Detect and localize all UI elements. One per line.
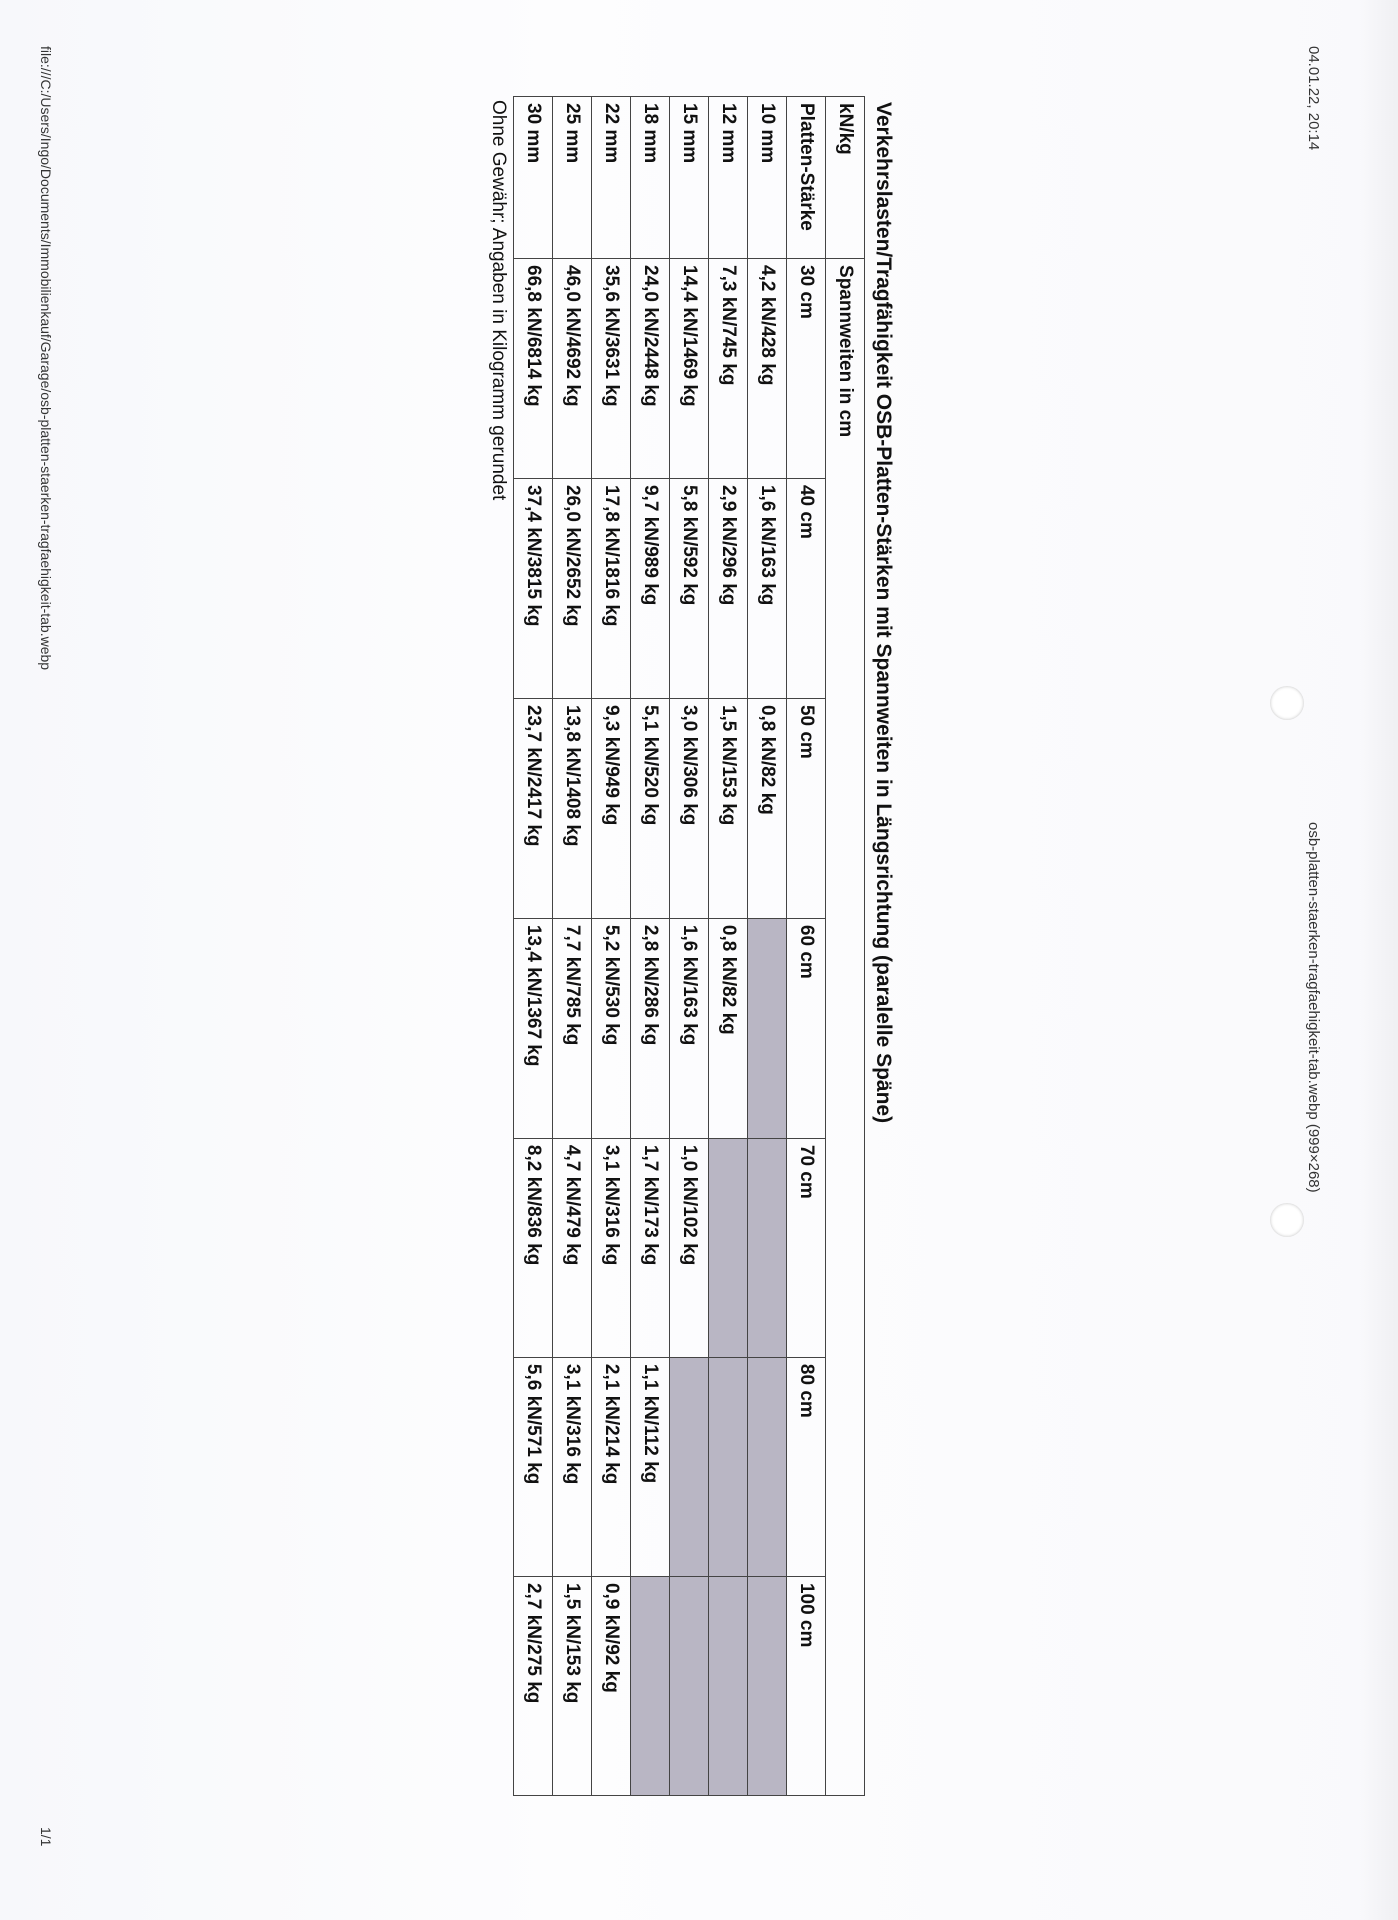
value-cell: 13,4 kN/1367 kg xyxy=(514,918,553,1138)
value-cell: 3,1 kN/316 kg xyxy=(553,1357,592,1576)
value-cell: 17,8 kN/1816 kg xyxy=(592,478,631,698)
value-cell: 5,2 kN/530 kg xyxy=(592,918,631,1138)
value-cell: 5,6 kN/571 kg xyxy=(514,1357,553,1576)
value-cell: 1,6 kN/163 kg xyxy=(748,478,787,698)
empty-cell xyxy=(631,1576,670,1795)
thickness-cell: 25 mm xyxy=(553,97,592,259)
table-row xyxy=(592,97,631,1796)
value-cell: 7,3 kN/745 kg xyxy=(709,259,748,479)
value-cell: 23,7 kN/2417 kg xyxy=(514,698,553,918)
span-label-cell: Spannweiten in cm xyxy=(826,259,865,1796)
table-row xyxy=(631,97,670,1796)
value-cell: 0,9 kN/92 kg xyxy=(592,1576,631,1795)
column-header: 100 cm xyxy=(787,1576,826,1795)
table-row xyxy=(787,97,826,1796)
document-title: Verkehrslasten/Tragfähigkeit OSB-Platten-Stärken mit Spannweiten in Längsrichtung (paralelle Späne) xyxy=(872,102,895,1124)
value-cell: 4,7 kN/479 kg xyxy=(553,1138,592,1357)
column-header: 30 cm xyxy=(787,259,826,479)
document-content xyxy=(487,96,895,1796)
value-cell: 1,6 kN/163 kg xyxy=(670,918,709,1138)
value-cell: 2,9 kN/296 kg xyxy=(709,478,748,698)
empty-cell xyxy=(709,1576,748,1795)
table-row xyxy=(709,97,748,1796)
empty-cell xyxy=(748,1576,787,1795)
thickness-label-cell: Platten-Stärke xyxy=(787,97,826,259)
value-cell: 66,8 kN/6814 kg xyxy=(514,259,553,479)
value-cell: 24,0 kN/2448 kg xyxy=(631,259,670,479)
value-cell: 5,1 kN/520 kg xyxy=(631,698,670,918)
page-edge-shadow xyxy=(1358,0,1398,1920)
column-header: 60 cm xyxy=(787,918,826,1138)
empty-cell xyxy=(748,1138,787,1357)
thickness-cell: 10 mm xyxy=(748,97,787,259)
value-cell: 3,0 kN/306 kg xyxy=(670,698,709,918)
print-date: 04.01.22, 20:14 xyxy=(1305,46,1322,151)
thickness-cell: 12 mm xyxy=(709,97,748,259)
print-file-path: file:///C:/Users/Ingo/Documents/Immobilienkauf/Garage/osb-platten-staerken-tragfaehigkeit-tab.webp xyxy=(38,46,54,671)
table-row xyxy=(553,97,592,1796)
value-cell: 1,0 kN/102 kg xyxy=(670,1138,709,1357)
value-cell: 0,8 kN/82 kg xyxy=(748,698,787,918)
table-row xyxy=(826,97,865,1796)
value-cell: 1,5 kN/153 kg xyxy=(709,698,748,918)
column-header: 80 cm xyxy=(787,1357,826,1576)
value-cell: 26,0 kN/2652 kg xyxy=(553,478,592,698)
value-cell: 3,1 kN/316 kg xyxy=(592,1138,631,1357)
table-row xyxy=(670,97,709,1796)
value-cell: 8,2 kN/836 kg xyxy=(514,1138,553,1357)
empty-cell xyxy=(748,1357,787,1576)
column-header: 50 cm xyxy=(787,698,826,918)
footnote: Ohne Gewähr; Angaben in Kilogramm gerundet xyxy=(488,100,509,501)
value-cell: 1,7 kN/173 kg xyxy=(631,1138,670,1357)
value-cell: 1,5 kN/153 kg xyxy=(553,1576,592,1795)
value-cell: 1,1 kN/112 kg xyxy=(631,1357,670,1576)
column-header: 70 cm xyxy=(787,1138,826,1357)
value-cell: 5,8 kN/592 kg xyxy=(670,478,709,698)
print-file-title: osb-platten-staerken-tragfaehigkeit-tab.webp (999×268) xyxy=(1305,822,1322,1193)
table-row xyxy=(748,97,787,1796)
empty-cell xyxy=(670,1576,709,1795)
value-cell: 2,8 kN/286 kg xyxy=(631,918,670,1138)
empty-cell xyxy=(748,918,787,1138)
value-cell: 13,8 kN/1408 kg xyxy=(553,698,592,918)
value-cell: 14,4 kN/1469 kg xyxy=(670,259,709,479)
thickness-cell: 22 mm xyxy=(592,97,631,259)
value-cell: 4,2 kN/428 kg xyxy=(748,259,787,479)
value-cell: 35,6 kN/3631 kg xyxy=(592,259,631,479)
empty-cell xyxy=(709,1138,748,1357)
thickness-cell: 18 mm xyxy=(631,97,670,259)
thickness-cell: 30 mm xyxy=(514,97,553,259)
value-cell: 46,0 kN/4692 kg xyxy=(553,259,592,479)
value-cell: 9,3 kN/949 kg xyxy=(592,698,631,918)
load-capacity-table xyxy=(513,96,865,1796)
empty-cell xyxy=(709,1357,748,1576)
value-cell: 2,1 kN/214 kg xyxy=(592,1357,631,1576)
punch-hole-bottom xyxy=(1270,1203,1304,1237)
punch-hole-top xyxy=(1270,686,1304,720)
value-cell: 0,8 kN/82 kg xyxy=(709,918,748,1138)
unit-label-cell: kN/kg xyxy=(826,97,865,259)
thickness-cell: 15 mm xyxy=(670,97,709,259)
value-cell: 37,4 kN/3815 kg xyxy=(514,478,553,698)
print-page-number: 1/1 xyxy=(38,1827,54,1847)
value-cell: 9,7 kN/989 kg xyxy=(631,478,670,698)
empty-cell xyxy=(670,1357,709,1576)
table-row xyxy=(514,97,553,1796)
value-cell: 2,7 kN/275 kg xyxy=(514,1576,553,1795)
column-header: 40 cm xyxy=(787,478,826,698)
value-cell: 7,7 kN/785 kg xyxy=(553,918,592,1138)
